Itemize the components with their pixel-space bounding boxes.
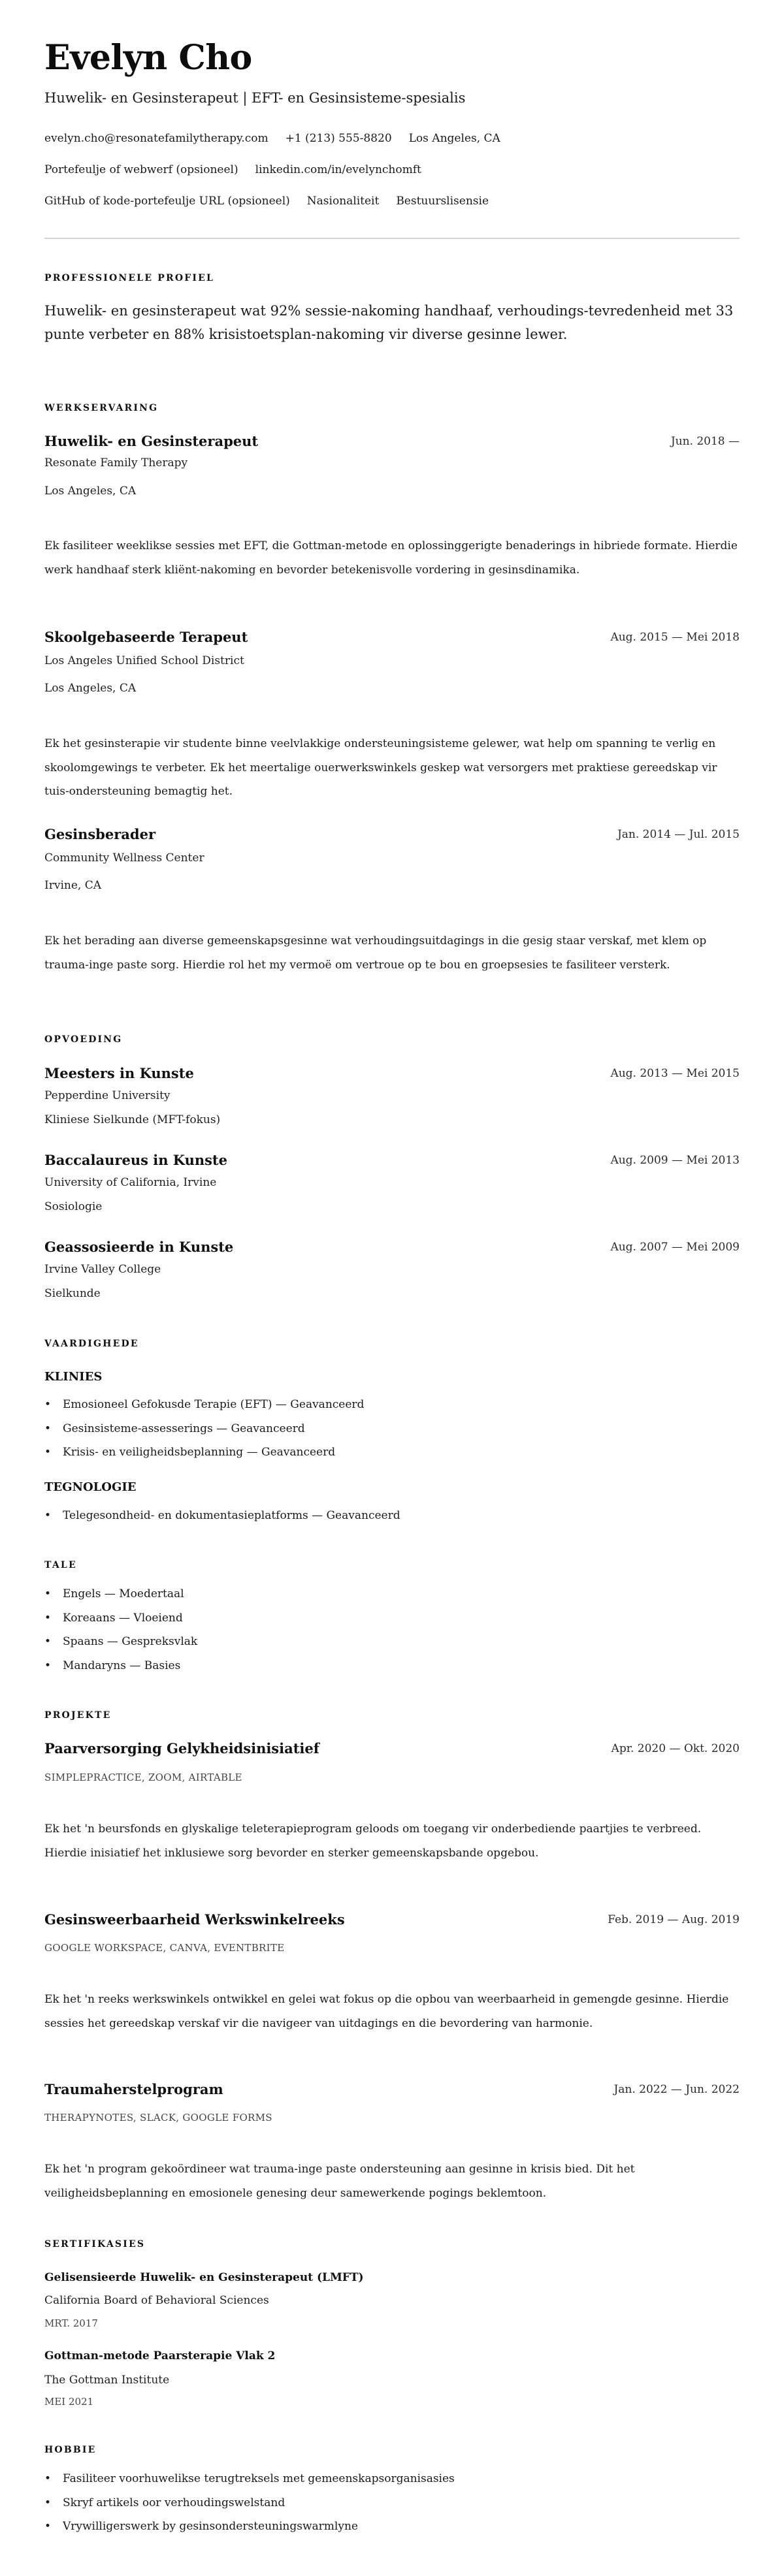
- nationality: Nasionaliteit: [306, 195, 380, 208]
- section-title-languages: TALE: [44, 1560, 77, 1570]
- header-divider: [44, 238, 740, 239]
- headline: Huwelik- en Gesinsterapeut | EFT- en Gesinsisteme-spesialis: [44, 90, 466, 106]
- project-date: Jan. 2022 — Jun. 2022: [613, 2083, 740, 2096]
- skill-item: • Emosioneel Gefokusde Terapie (EFT) — Geavanceerd: [44, 1393, 364, 1417]
- hobby-item: • Fasiliteer voorhuwelikse terugtreksels met gemeenskapsorganisasies: [44, 2467, 455, 2491]
- certification-date: MRT. 2017: [44, 2317, 98, 2329]
- job-location: Los Angeles, CA: [44, 485, 137, 498]
- language-item: • Koreaans — Vloeiend: [44, 1606, 197, 1630]
- project-description: Ek het 'n reeks werkswinkels ontwikkel en gelei wat fokus op die opbou van weerbaarheid in gemengde gesinne. Hierdie sessies het gereedskap verskaf vir die navigeer van uitdagings en die bevordering van harmonie.: [44, 1993, 729, 2030]
- certification-name: Gelisensieerde Huwelik- en Gesinsterapeut (LMFT): [44, 2271, 364, 2284]
- degree-title: Geassosieerde in Kunste: [44, 1239, 234, 1255]
- project-title: Traumaherstelprogram: [44, 2081, 223, 2097]
- job-description: Ek het berading aan diverse gemeenskapsgesinne wat verhoudingsuitdagings in die gesig staar verskaf, met klem op trauma-inge paste sorg. Hierdie rol het my vermoë om vertroue op te bou en groepsesies te fasiliteer versterk.: [44, 934, 707, 972]
- certification-issuer: California Board of Behavioral Sciences: [44, 2294, 269, 2307]
- certification-issuer: The Gottman Institute: [44, 2374, 170, 2387]
- job-title: Huwelik- en Gesinsterapeut: [44, 433, 259, 449]
- section-title-profile: PROFESSIONELE PROFIEL: [44, 273, 215, 283]
- project-tech: THERAPYNOTES, SLACK, GOOGLE FORMS: [44, 2112, 272, 2123]
- candidate-name: Evelyn Cho: [44, 38, 252, 78]
- job-company: Los Angeles Unified School District: [44, 654, 244, 667]
- project-date: Apr. 2020 — Okt. 2020: [611, 1742, 740, 1755]
- portfolio-link[interactable]: Portefeulje of webwerf (opsioneel): [44, 163, 238, 176]
- degree-date: Aug. 2007 — Mei 2009: [610, 1241, 740, 1254]
- degree-date: Aug. 2013 — Mei 2015: [610, 1067, 740, 1080]
- contact-row-2: [44, 162, 438, 178]
- languages-list: [44, 1582, 197, 1678]
- job-location: Irvine, CA: [44, 879, 101, 892]
- drivers-license: Bestuurslisensie: [396, 195, 489, 208]
- section-title-experience: WERKSERVARING: [44, 403, 159, 413]
- job-location: Los Angeles, CA: [44, 682, 137, 695]
- project-title: Paarversorging Gelykheidsinisiatief: [44, 1740, 319, 1757]
- school-name: University of California, Irvine: [44, 1176, 217, 1189]
- degree-title: Baccalaureus in Kunste: [44, 1152, 227, 1168]
- project-description: Ek het 'n beursfonds en glyskalige teleterapieprogram geloods om toegang vir onderbediende paartjies te verbreed. Hierdie inisiatief het inklusiewe sorg bevorder en sterker gemeenskapsbande opgebou.: [44, 1822, 702, 1860]
- language-item: • Spaans — Gespreksvlak: [44, 1630, 197, 1654]
- job-date: Jan. 2014 — Jul. 2015: [617, 828, 740, 841]
- github-link[interactable]: GitHub of kode-portefeulje URL (opsioneel): [44, 195, 290, 208]
- project-tech: GOOGLE WORKSPACE, CANVA, EVENTBRITE: [44, 1942, 285, 1954]
- job-date: Aug. 2015 — Mei 2018: [610, 631, 740, 644]
- section-title-projects: PROJEKTE: [44, 1710, 112, 1721]
- job-description: Ek het gesinsterapie vir studente binne veelvlakkige ondersteuningsisteme gelewer, wat help om spanning te verlig en skoolomgewings te verbeter. Ek het meertalige ouerwerkswinkels geskep wat versorgers met praktiese gereedskap vir tuis-ondersteuning bemagtig het.: [44, 737, 717, 798]
- phone-link[interactable]: +1 (213) 555-8820: [285, 132, 392, 145]
- field-of-study: Kliniese Sielkunde (MFT-fokus): [44, 1113, 221, 1126]
- language-item: • Engels — Moedertaal: [44, 1582, 197, 1606]
- field-of-study: Sosiologie: [44, 1200, 103, 1213]
- job-description: Ek fasiliteer weeklikse sessies met EFT, die Gottman-metode en oplossinggerigte benaderings in hibriede formate. Hierdie werk handhaaf sterk kliënt-nakoming en bevorder betekenisvolle vordering in gesinsdinamika.: [44, 539, 738, 577]
- profile-summary: Huwelik- en gesinsterapeut wat 92% sessie-nakoming handhaaf, verhoudings-tevredenheid met 33 punte verbeter en 88% krisistoetsplan-nakoming vir diverse gesinne lewer.: [44, 303, 734, 342]
- contact-row-1: [44, 131, 517, 146]
- linkedin-link[interactable]: linkedin.com/in/evelynchomft: [255, 163, 421, 176]
- hobbies-list: [44, 2467, 455, 2539]
- skill-item: • Krisis- en veiligheidsbeplanning — Geavanceerd: [44, 1440, 364, 1465]
- certification-date: MEI 2021: [44, 2396, 94, 2408]
- hobby-item: • Skryf artikels oor verhoudingswelstand: [44, 2491, 455, 2515]
- section-title-education: OPVOEDING: [44, 1034, 123, 1045]
- school-name: Pepperdine University: [44, 1089, 171, 1102]
- email-link[interactable]: evelyn.cho@resonatefamilytherapy.com: [44, 132, 269, 145]
- language-item: • Mandaryns — Basies: [44, 1654, 197, 1678]
- project-date: Feb. 2019 — Aug. 2019: [608, 1913, 740, 1926]
- project-tech: SIMPLEPRACTICE, ZOOM, AIRTABLE: [44, 1772, 242, 1783]
- job-company: Community Wellness Center: [44, 851, 204, 865]
- project-description: Ek het 'n program gekoördineer wat trauma-inge paste ondersteuning aan gesinne in krisis bied. Dit het veiligheidsbeplanning en emosionele genesing deur samewerkende pogings beklemtoon.: [44, 2163, 635, 2200]
- skill-item: • Telegesondheid- en dokumentasieplatforms — Geavanceerd: [44, 1504, 400, 1528]
- location: Los Angeles, CA: [408, 132, 500, 145]
- skills-list: [44, 1504, 400, 1528]
- job-title: Skoolgebaseerde Terapeut: [44, 629, 248, 645]
- skill-item: • Gesinsisteme-assesserings — Geavanceerd: [44, 1417, 364, 1441]
- skills-group-title: TEGNOLOGIE: [44, 1480, 137, 1494]
- field-of-study: Sielkunde: [44, 1287, 101, 1300]
- hobby-item: • Vrywilligerswerk by gesinsondersteuningswarmlyne: [44, 2515, 455, 2539]
- degree-title: Meesters in Kunste: [44, 1065, 194, 1081]
- section-title-skills: VAARDIGHEDE: [44, 1339, 139, 1349]
- degree-date: Aug. 2009 — Mei 2013: [610, 1154, 740, 1167]
- contact-row-3: [44, 193, 506, 209]
- skills-list: [44, 1393, 364, 1465]
- job-date: Jun. 2018 —: [670, 435, 740, 448]
- section-title-hobbies: HOBBIE: [44, 2445, 97, 2455]
- project-title: Gesinsweerbaarheid Werkswinkelreeks: [44, 1911, 345, 1928]
- school-name: Irvine Valley College: [44, 1263, 161, 1276]
- job-company: Resonate Family Therapy: [44, 456, 188, 469]
- certification-name: Gottman-metode Paarsterapie Vlak 2: [44, 2349, 276, 2362]
- section-title-certifications: SERTIFIKASIES: [44, 2239, 146, 2250]
- skills-group-title: KLINIES: [44, 1370, 103, 1384]
- job-title: Gesinsberader: [44, 826, 156, 842]
